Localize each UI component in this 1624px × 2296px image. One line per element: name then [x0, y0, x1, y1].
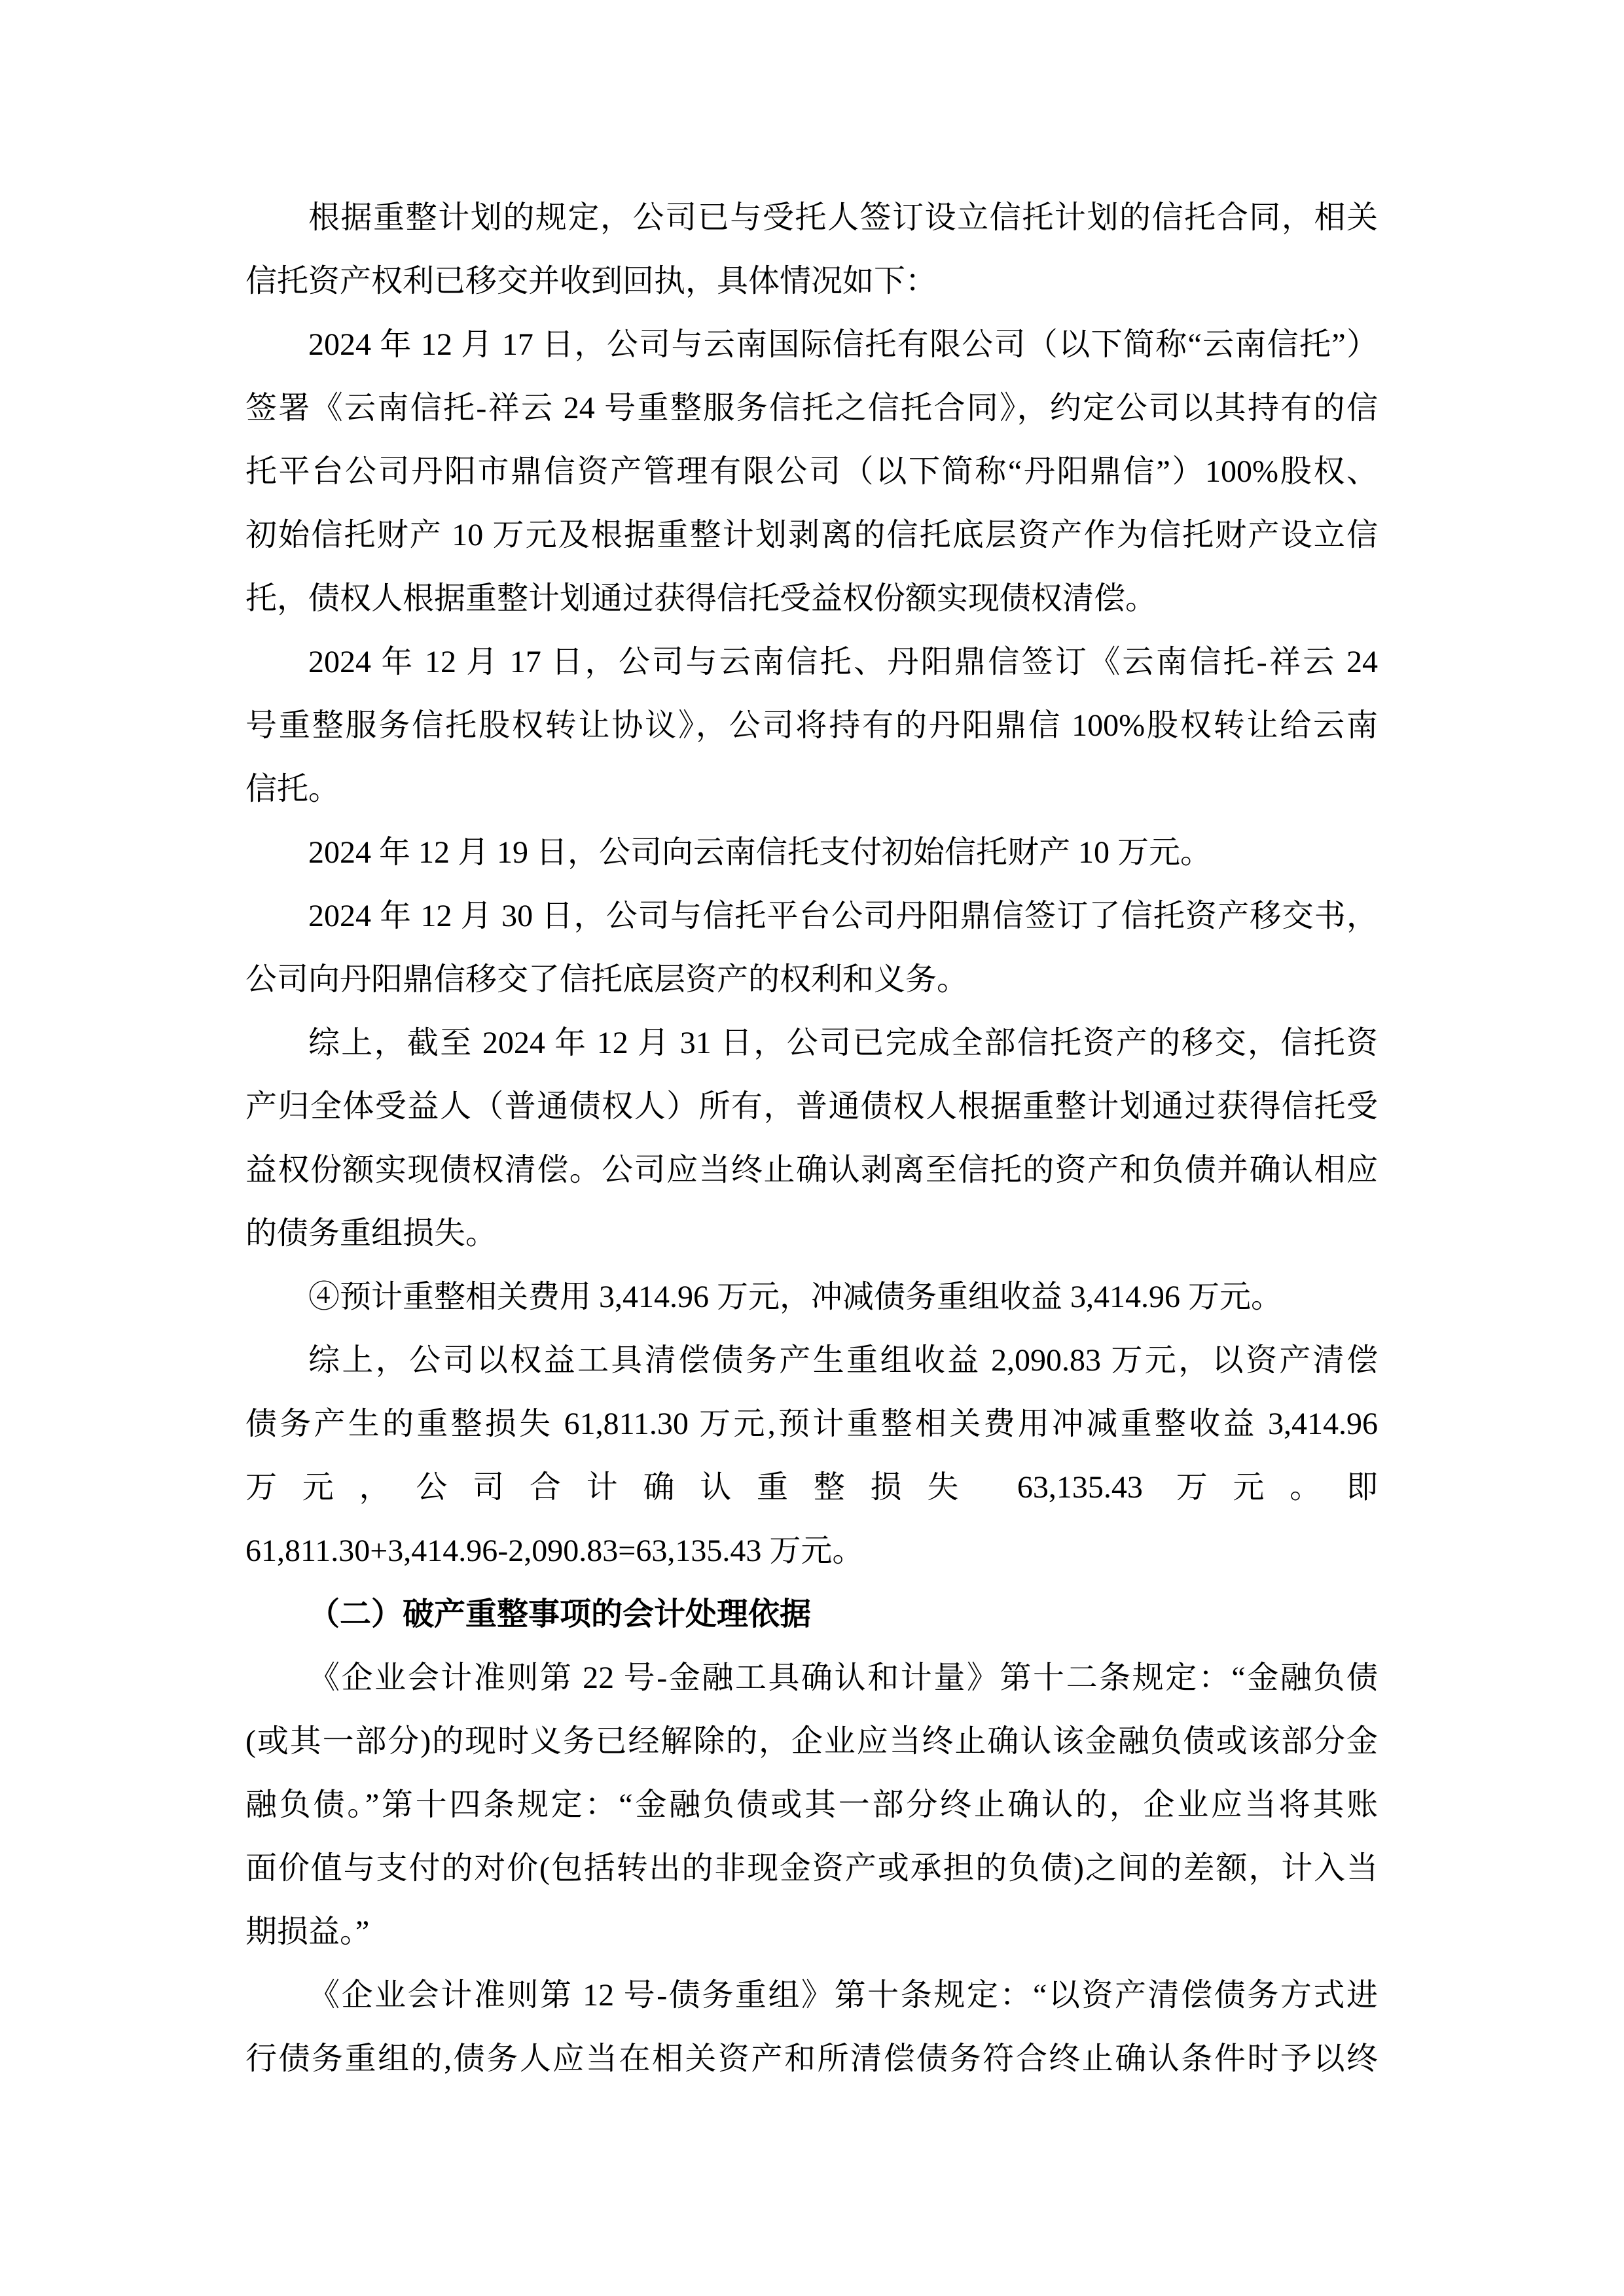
document-line: 益权份额实现债权清偿。公司应当终止确认剥离至信托的资产和负债并确认相应	[245, 1153, 1378, 1187]
document-line: 期损益。”	[245, 1914, 370, 1949]
document-line: 信托资产权利已移交并收到回执，具体情况如下：	[245, 264, 937, 298]
document-line: 2024 年 12 月 19 日，公司向云南信托支付初始信托财产 10 万元。	[308, 835, 1212, 870]
document-line: 产归全体受益人（普通债权人）所有，普通债权人根据重整计划通过获得信托受	[245, 1089, 1378, 1124]
text-block	[245, 186, 1378, 2090]
document-line: 托，债权人根据重整计划通过获得信托受益权份额实现债权清偿。	[245, 581, 1157, 616]
document-line: 2024 年 12 月 17 日，公司与云南信托、丹阳鼎信签订《云南信托-祥云 24	[308, 645, 1378, 679]
document-line: 根据重整计划的规定，公司已与受托人签订设立信托计划的信托合同，相关	[308, 200, 1378, 235]
document-line: 万元，公司合计确认重整损失 63,135.43 万元。即	[245, 1470, 1378, 1505]
document-line: 《企业会计准则第 12 号-债务重组》第十条规定：“以资产清偿债务方式进	[308, 1978, 1378, 2013]
document-line: 融负债。”第十四条规定：“金融负债或其一部分终止确认的，企业应当将其账	[245, 1787, 1378, 1822]
document-line: 综上，公司以权益工具清偿债务产生重组收益 2,090.83 万元，以资产清偿	[308, 1343, 1378, 1378]
document-line: 信托。	[245, 772, 340, 806]
document-line: 面价值与支付的对价(包括转出的非现金资产或承担的负债)之间的差额，计入当	[245, 1851, 1378, 1886]
document-line: (或其一部分)的现时义务已经解除的，企业应当终止确认该金融负债或该部分金	[245, 1724, 1378, 1759]
document-line: 综上，截至 2024 年 12 月 31 日，公司已完成全部信托资产的移交，信托资	[308, 1026, 1378, 1060]
document-line: 61,811.30+3,414.96-2,090.83=63,135.43 万元。	[245, 1534, 864, 1568]
document-line: 托平台公司丹阳市鼎信资产管理有限公司（以下简称“丹阳鼎信”）100%股权、	[245, 454, 1378, 489]
document-line: 签署《云南信托-祥云 24 号重整服务信托之信托合同》，约定公司以其持有的信	[245, 391, 1378, 425]
document-line: 2024 年 12 月 30 日，公司与信托平台公司丹阳鼎信签订了信托资产移交书，	[308, 899, 1378, 933]
document-line: 行债务重组的,债务人应当在相关资产和所清偿债务符合终止确认条件时予以终	[245, 2041, 1378, 2076]
document-line: 初始信托财产 10 万元及根据重整计划剥离的信托底层资产作为信托财产设立信	[245, 518, 1378, 552]
document-line: 《企业会计准则第 22 号-金融工具确认和计量》第十二条规定：“金融负债	[308, 1660, 1378, 1695]
document-line: 的债务重组损失。	[245, 1216, 497, 1251]
document-line: 2024 年 12 月 17 日，公司与云南国际信托有限公司（以下简称“云南信托”）	[308, 327, 1378, 362]
document-line: 债务产生的重整损失 61,811.30 万元,预计重整相关费用冲减重整收益 3,414.96	[245, 1407, 1378, 1441]
document-line: ④预计重整相关费用 3,414.96 万元，冲减债务重组收益 3,414.96 万元。	[308, 1280, 1283, 1314]
document-line: 公司向丹阳鼎信移交了信托底层资产的权利和义务。	[245, 962, 969, 997]
document-line: 号重整服务信托股权转让协议》，公司将持有的丹阳鼎信 100%股权转让给云南	[245, 708, 1378, 743]
section-heading: （二）破产重整事项的会计处理依据	[308, 1597, 812, 1632]
